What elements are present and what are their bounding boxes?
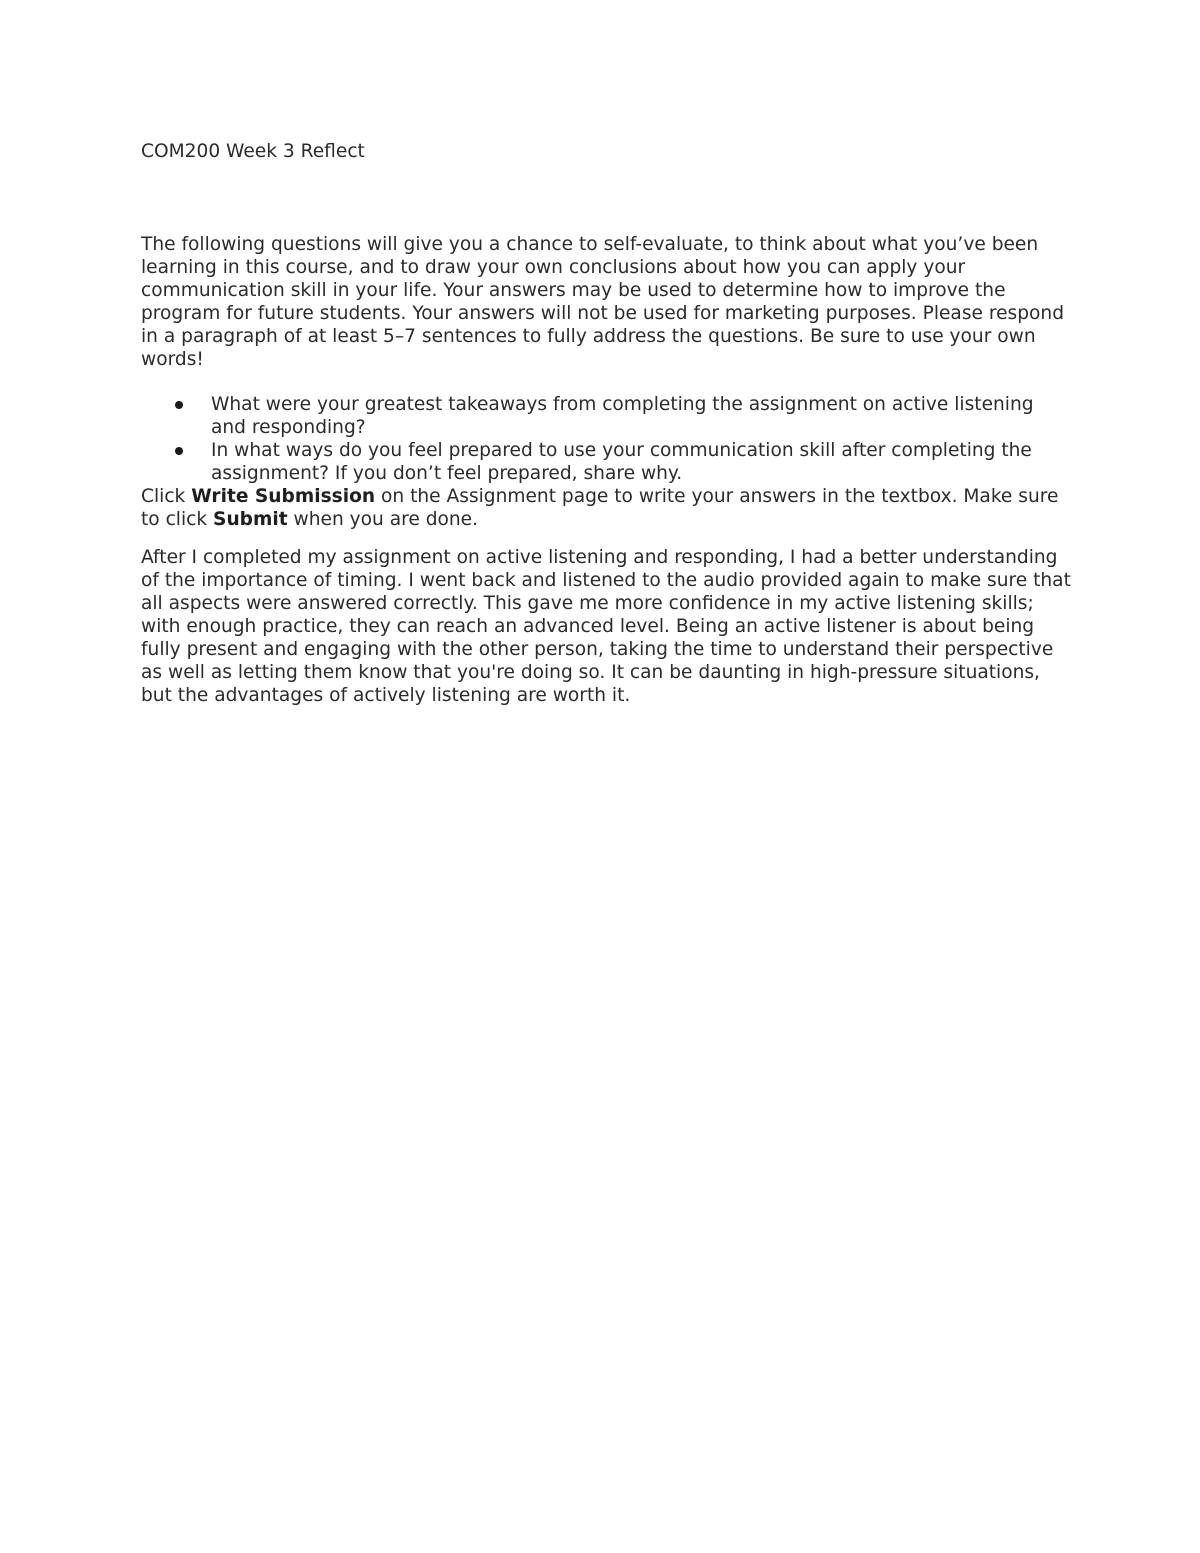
document-page bbox=[141, 140, 1071, 707]
question-list bbox=[141, 393, 1071, 485]
submit-label: Submit bbox=[213, 509, 288, 530]
question-item-2: In what ways do you feel prepared to use your communication skill after completing the assignment? If you don’t feel prepared, share why. bbox=[211, 439, 1071, 485]
instructions-text-1: Click bbox=[141, 486, 192, 507]
instructions-text-3: when you are done. bbox=[287, 509, 479, 530]
intro-paragraph: The following questions will give you a chance to self-evaluate, to think about what you’ve been learning in this course, and to draw your own conclusions about how you can apply your communication skill in your life. Your answers may be used to determine how to improve the program for future students. Your answers will not be used for marketing purposes. Please respond in a paragraph of at least 5–7 sentences to fully address the questions. Be sure to use your own words! bbox=[141, 234, 1064, 370]
question-item-1: What were your greatest takeaways from completing the assignment on active listening and responding? bbox=[211, 393, 1071, 439]
instructions-text-2: on the Assignment page to write your answers in the textbox. Make sure to click bbox=[141, 486, 1059, 530]
answer-paragraph: After I completed my assignment on active listening and responding, I had a better understanding of the importance of timing. I went back and listened to the audio provided again to make sure that all aspects were answered correctly. This gave me more confidence in my active listening skills; with enough practice, they can reach an advanced level. Being an active listener is about being fully present and engaging with the other person, taking the time to understand their perspective as well as letting them know that you're doing so. It can be daunting in high-pressure situations, but the advantages of actively listening are worth it. bbox=[141, 547, 1071, 706]
document-title: COM200 Week 3 Reflect bbox=[141, 141, 365, 162]
write-submission-label: Write Submission bbox=[191, 486, 376, 507]
instructions-paragraph bbox=[141, 485, 1071, 531]
